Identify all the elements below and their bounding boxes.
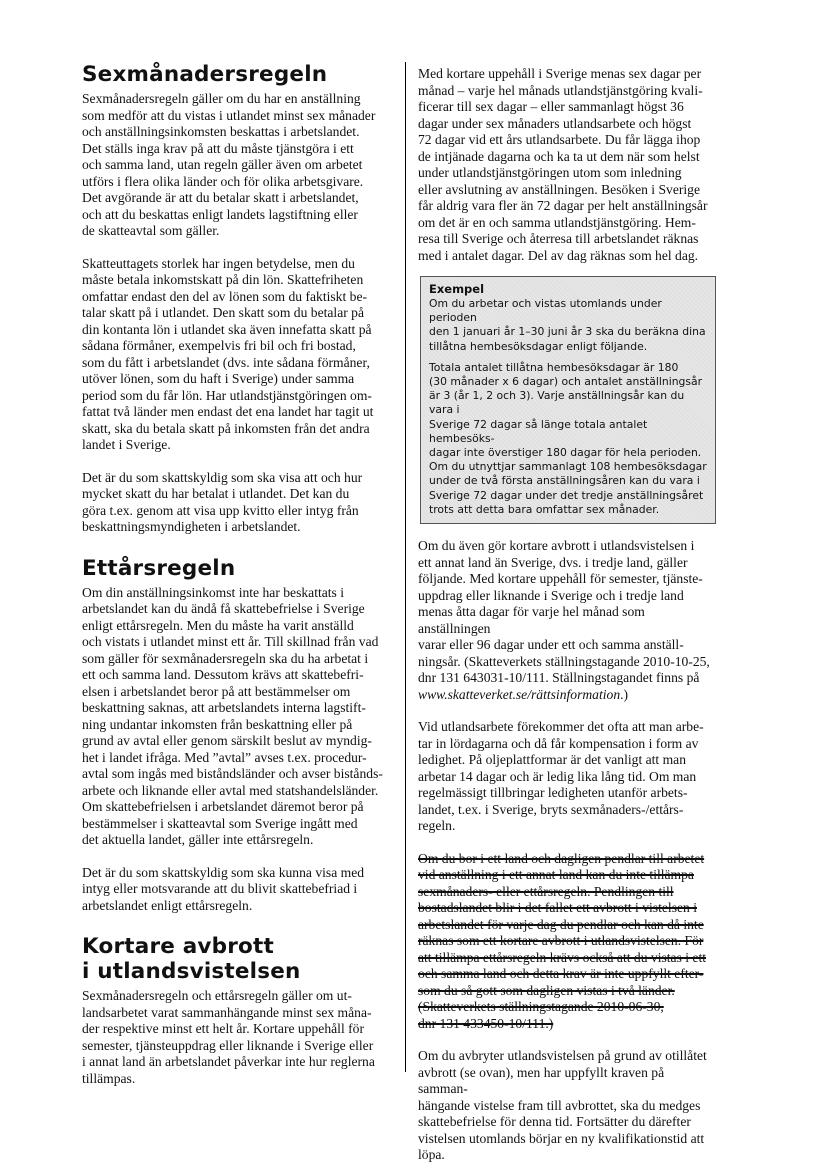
paragraph: Det är du som skattskyldig som ska kunna visa med intyg eller motsvarande att du blivit skattebefriad i arbetslandet enligt ettårsregeln. <box>82 864 365 913</box>
example-text: Om du arbetar och vistas utomlands under perioden den 1 januari år 1–30 juni år 3 ska du beräkna dina tillåtna hembesöksdagar enligt följande. <box>429 297 706 353</box>
paragraph: Om du avbryter utlandsvistelsen på grund av otillåtet avbrott (se ovan), men har uppfyllt kraven på samman- hängande vistelse fram till avbrottet, ska du medges skattebefrielse för denna tid. Fortsätter du därefter vistelsen utomlands börjar en ny kvalifikationstid att löpa. <box>418 1048 707 1163</box>
paragraph: Det är du som skattskyldig som ska visa att och hur mycket skatt du har betalat i utlandet. Det kan du göra t.ex. genom att visa upp kvitto eller intyg från beskattningsmyndigheten i arbetslandet. <box>82 469 363 534</box>
heading-line: i utlandsvistelsen <box>82 959 301 984</box>
paragraph-text: Om du även gör kortare avbrott i utlandsvistelsen i ett annat land än Sverige, dvs. i tredje land, gäller följande. Med kortare uppehåll för semester, tjänste- uppdrag eller liknande i Sverige och i tredje land menas åtta dagar för varje hel månad som anställningen varar eller 96 dagar under ett och samma anställ- ningsår. (Skatteverkets ställningstagande 2010-10-25, dnr 131 643031-10/111. Ställningstagandet finns på <box>418 538 710 686</box>
heading-kortare-avbrott <box>82 934 394 984</box>
example-box <box>420 276 716 524</box>
heading-line: Kortare avbrott <box>82 934 274 959</box>
paragraph: Med kortare uppehåll i Sverige menas sex dagar per månad – varje hel månads utlandstjänstgöring kvali- ficerar till sex dagar – eller sammanlagt högst 36 dagar under sex månaders utlandsarbete och högst 72 dagar vid ett års utlandsarbete. Du får lägga ihop de intjänade dagarna och ka ta ut dem när som helst under utlandstjänstgöringen utom som inledning eller avslutning av anställningen. Besöken i Sverige får aldrig vara fler än 72 dagar per helt anställningsår om det är en och samma utlandstjänstgöring. Hem- resa till Sverige och återresa till arbetslandet räknas med i antalet dagar. Del av dag räknas som hel dag. <box>418 66 708 263</box>
paragraph-text: .) <box>620 686 629 702</box>
paragraph <box>418 538 716 703</box>
reference-link: www.skatteverket.se/rättsinformation <box>418 686 621 702</box>
heading-sexmanadersregeln: Sexmånadersregeln <box>82 62 328 87</box>
heading-ettarsregeln: Ettårsregeln <box>82 555 236 581</box>
paragraph: Vid utlandsarbete förekommer det ofta att man arbe- tar in lördagarna och då får kompensation i form av ledighet. På oljeplattformar är det vanligt att man arbetar 14 dagar och är ledig lika lång tid. Om man regelmässigt tillbringar ledigheten utanför arbets- landet, t.ex. i Sverige, bryts sexmånaders-/ettårs- regeln. <box>418 719 704 834</box>
paragraph: Skatteuttagets storlek har ingen betydelse, men du måste betala inkomstskatt på din lön. Skattefriheten omfattar endast den del av lönen som du faktiskt be- talar skatt på i utlandet. Den skatt som du betalar på din kontanta lön i utlandet ska även innefatta skatt på sådana förmåner, exempelvis fri bil och fri bostad, som du fått i arbetslandet (dvs. inte sådana förmåner, utöver lönen, som du haft i Sverige) under samma period som du får lön. Har utlandstjänstgöringen om- fattat två länder men endast det ena landet har tagit ut skatt, ska du betala skatt på inkomsten från det andra landet i Sverige. <box>82 255 374 452</box>
right-column <box>418 66 716 1164</box>
left-column <box>82 62 394 1087</box>
paragraph: Sexmånadersregeln och ettårsregeln gäller om ut- landsarbetet varat sammanhängande minst sex måna- der respektive minst ett helt år. Kortare uppehåll för semester, tjänsteuppdrag eller liknande i Sverige eller i annat land än arbetslandet påverkar inte hur reglerna tillämpas. <box>82 988 375 1086</box>
struck-paragraph: Om du bor i ett land och dagligen pendlar till arbetet vid anställning i ett annat land kan du inte tillämpa sexmånaders- eller ettårsregeln. Pendlingen till bostadslandet blir i det fallet ett avbrott i vistelsen i arbetslandet för varje dag du pendlar och kan då inte räknas som ett kortare avbrott i utlandsvistelsen. För att tillämpa ettårsregeln krävs också att du vistas i ett och samma land och detta krav är inte uppfyllt efter- som du så gott som dagligen vistas i två länder. (Skatteverkets ställningstagande 2010-06-30, dnr 131 433450-10/111.) <box>418 850 707 1031</box>
column-divider <box>405 62 406 1072</box>
paragraph: Om din anställningsinkomst inte har beskattats i arbetslandet kan du ändå få skattebefrielse i Sverige enligt ettårsregeln. Men du måste ha varit anställd och vistats i utlandet minst ett år. Till skillnad från vad som gäller för sexmånadersregeln ska du ha arbetat i ett och samma land. Dessutom krävs att skattebefri- elsen i arbetslandet beror på att bestämmelser om beskattning saknas, att arbetslandets interna lagstift- ning undantar inkomsten från beskattning eller på grund av avtal eller genom särskilt beslut av myndig- het i landet ifråga. Med ”avtal” avses t.ex. procedur- avtal som ingås med biståndsländer och avser bistånds- arbete och liknande eller avtal med statshandelsländer. Om skattebefrielsen i arbetslandet däremot beror på bestämmelser i skatteavtal som Sverige ingått med det aktuella landet, gäller inte ettårsregeln. <box>82 584 383 847</box>
example-title: Exempel <box>429 282 485 296</box>
example-text: Totala antalet tillåtna hembesöksdagar är 180 (30 månader x 6 dagar) och antalet anställningsår är 3 (år 1, 2 och 3). Varje anställningsår kan du vara i Sverige 72 dagar så länge totala antalet hembesöks- dagar inte överstiger 180 dagar för hela perioden. Om du utnyttjar sammanlagt 108 hembesöksdagar under de två första anställningsåren kan du vara i Sverige 72 dagar under det tredje anställningsåret trots att detta bara omfattar sex månader. <box>429 360 707 516</box>
paragraph: Sexmånadersregeln gäller om du har en anställning som medför att du vistas i utlandet minst sex månader och anställningsinkomsten beskattas i arbetslandet. Det ställs inga krav på att du måste tjänstgöra i ett och samma land, utan regeln gäller även om arbetet utförs i flera olika länder och för olika arbetsgivare. Det avgörande är att du betalar skatt i arbetslandet, och att du beskattas enligt landets lagstiftning eller de skatteavtal som gäller. <box>82 91 376 238</box>
